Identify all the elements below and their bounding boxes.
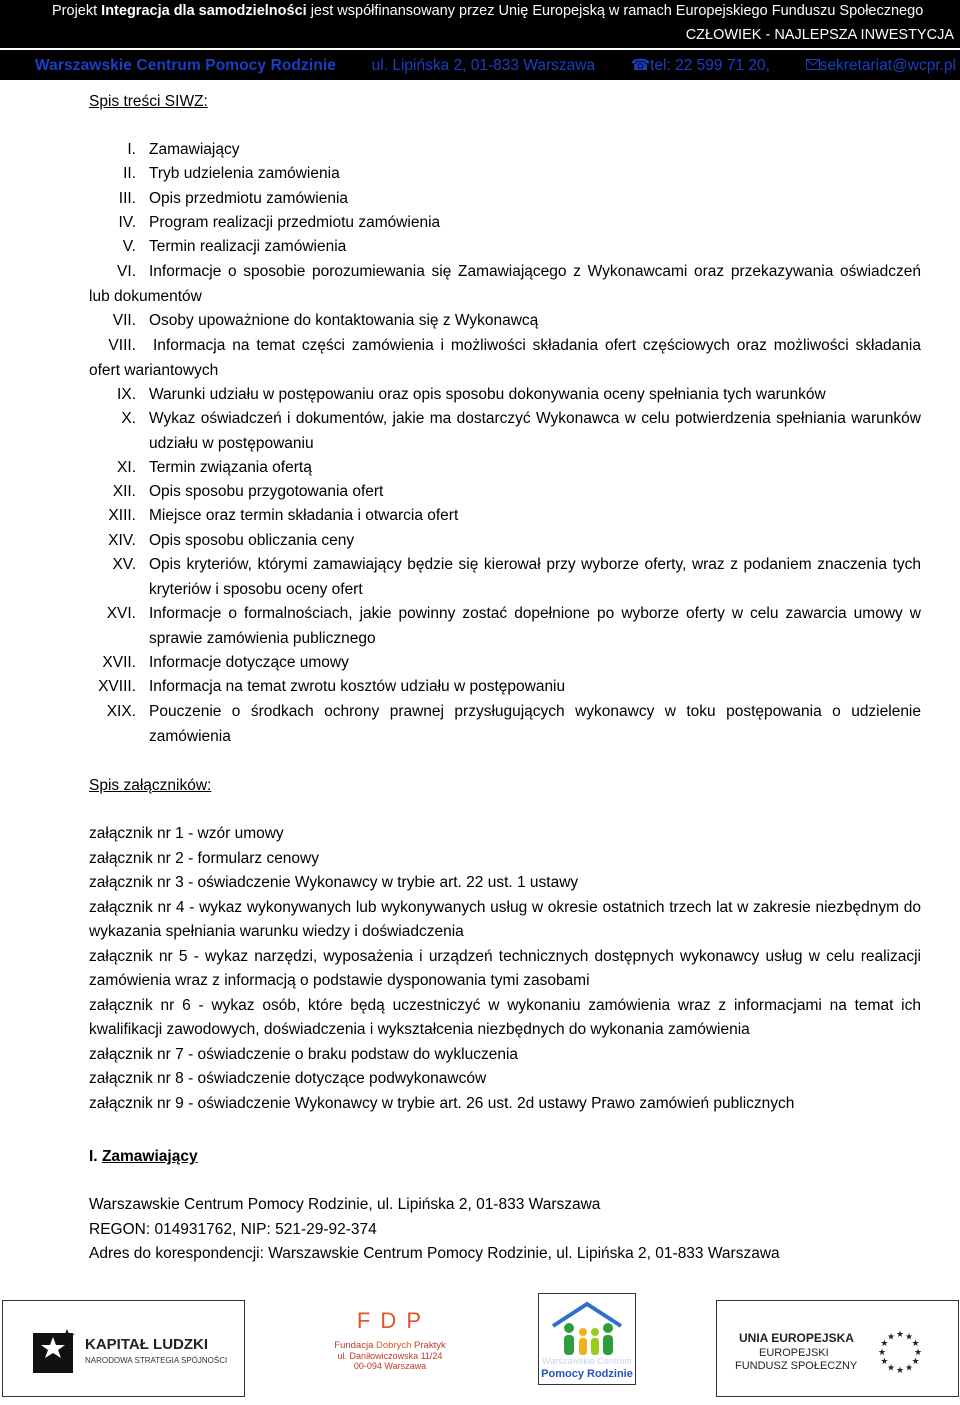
kapital-ludzki-emblem [31,1327,77,1375]
toc-item-number: XII. [112,483,136,500]
toc-title: Spis treści SIWZ: [89,93,208,110]
toc-item-number: XIV. [108,532,136,549]
eu-line3: FUNDUSZ SPOŁECZNY [735,1360,858,1372]
phone-icon: ☎ [630,57,651,74]
toc-item-text: Miejsce oraz termin składania i otwarcia ofert [149,507,459,524]
orderer-ids: REGON: 014931762, NIP: 521-29-92-374 [89,1220,377,1238]
toc-item-text: Opis przedmiotu zamówienia [149,190,349,207]
eu-star: ★ [895,1365,905,1375]
project-name: Integracja dla samodzielności [101,3,307,19]
attachment-item: załącznik nr 4 - wykaz wykonywanych lub wykonywanych usług w okresie ostatnich trzech lat w zakresie niezbędnym do wykazania spełniania warunku wiedzy i doświadczenia [89,898,921,940]
toc-item-text: Opis sposobu przygotowania ofert [149,483,384,500]
toc-item-text: Informacja na temat części zamówienia i możliwości składania ofert częściowych oraz możliwości składania ofert wariantowych [89,337,921,379]
kl-title: KAPITAŁ LUDZKI [85,1336,209,1353]
eu-star: ★ [904,1331,914,1342]
section-body [89,1193,921,1267]
wcpr-line2: Pomocy Rodzinie [541,1368,633,1380]
attachment-item: załącznik nr 5 - wykaz narzędzi, wyposażenia i urządzeń technicznych dostępnych wykonawcy usług w celu realizacji zamówienia wraz z informacją o podstawie dysponowania tymi zasobami [89,947,921,989]
toc-item-text: Pouczenie o środkach ochrony prawnej przysługujących wykonawcy w toku postępowania o udzielenie zamówienia [149,703,921,745]
eu-star: ★ [886,1331,896,1342]
phone-text: tel: 22 599 71 20, [650,57,770,74]
mail-icon [806,57,820,75]
family-house-icon [547,1298,627,1358]
toc-item-text: Informacje o sposobie porozumiewania się Zamawiającego z Wykonawcami oraz przekazywania oświadczeń lub dokumentów [89,263,921,305]
org-address: ul. Lipińska 2, 01-833 Warszawa [371,56,596,74]
section-number: I. [89,1148,98,1165]
toc-item-number: I. [127,141,136,158]
attachment-item: załącznik nr 1 - wzór umowy [89,825,284,842]
project-funding-text: jest współfinansowany przez Unię Europejską w ramach Europejskiego Funduszu Społecznego [306,3,924,19]
attachments-list [89,822,921,1116]
fdp-city: 00-094 Warszawa [353,1361,427,1371]
toc-item-text: Opis sposobu obliczania ceny [149,532,355,549]
toc-item-text: Zamawiający [149,141,240,158]
toc-item-number: XV. [112,556,136,573]
toc-item-number: IX. [117,386,136,403]
toc-item-text: Informacje o formalnościach, jakie powinny zostać dopełnione po wyborze oferty w celu zawarcia umowy w sprawie zamówienia publicznego [149,605,921,647]
toc-item-text: Osoby upoważnione do kontaktowania się z Wykonawcą [149,312,539,329]
toc-item-text: Informacja na temat zwrotu kosztów udziału w postępowaniu [149,678,566,695]
toc-item-number: III. [118,190,136,207]
toc-item-text: Program realizacji przedmiotu zamówienia [149,214,441,231]
toc-item-number: XIX. [106,703,136,720]
fdp-name-part: Dobrych [376,1340,412,1351]
section-heading [89,1145,921,1170]
attachment-item: załącznik nr 7 - oświadczenie o braku podstaw do wykluczenia [89,1045,519,1063]
fdp-name [330,1340,450,1351]
email-text: sekretariat@wcpr.pl [819,56,956,74]
toc-item-number: VI. [117,263,136,280]
project-prefix: Projekt [52,3,102,19]
fdp-name-part: Fundacja [334,1340,377,1351]
toc-item-number: XVII. [102,654,136,671]
wcpr-line1: Warszawskie Centrum [542,1356,632,1366]
eu-stars-icon [875,1327,925,1377]
org-phone [631,56,770,75]
orderer-address: Warszawskie Centrum Pomocy Rodzinie, ul. Lipińska 2, 01-833 Warszawa [89,1196,601,1213]
org-email[interactable] [806,57,956,75]
toc-item-number: XI. [117,459,136,476]
eu-star: ★ [911,1356,920,1366]
toc-item-number: IV. [118,214,136,231]
fdp-name-part: Praktyk [411,1340,446,1351]
fdp-letters: F D P [356,1308,424,1333]
toc-item-number: VIII. [108,337,136,354]
eu-star: ★ [880,1338,889,1348]
org-name: Warszawskie Centrum Pomocy Rodzinie [35,56,336,74]
eu-star: ★ [904,1362,914,1373]
attachment-item: załącznik nr 2 - formularz cenowy [89,849,319,867]
project-header [0,0,960,48]
toc-item-text: Termin związania ofertą [149,459,312,476]
toc-item-text: Termin realizacji zamówienia [149,238,347,255]
toc-item-text: Warunki udziału w postępowaniu oraz opis sposobu dokonywania oceny spełniania tych warunków [149,386,826,403]
toc-item-text: Informacje dotyczące umowy [149,654,349,671]
toc-item-number: VII. [112,312,136,329]
toc-item-number: XVI. [106,605,136,622]
attachments-title: Spis załączników: [89,777,212,794]
fdp-logo [330,1308,450,1388]
attachment-item: załącznik nr 8 - oświadczenie dotyczące podwykonawców [89,1070,487,1087]
kl-subtitle: NARODOWA STRATEGIA SPÓJNOŚCI [85,1356,228,1365]
toc-item-number: XVIII. [98,678,136,695]
attachment-item: załącznik nr 9 - oświadczenie Wykonawcy w trybie art. 26 ust. 2d ustawy Prawo zamówień publicznych [89,1094,795,1112]
wcpr-logo [538,1293,636,1385]
eu-star: ★ [895,1329,905,1339]
org-header [0,50,960,80]
toc-item-number: X. [121,410,136,427]
fdp-address: ul. Daniłowiczowska 11/24 [337,1351,443,1361]
correspondence-address: Adres do korespondencji: Warszawskie Centrum Pomocy Rodzinie, ul. Lipińska 2, 01-833 Warszawa [89,1245,780,1262]
attachment-item: załącznik nr 3 - oświadczenie Wykonawcy w trybie art. 22 ust. 1 ustawy [89,874,579,891]
toc-item-text: Tryb udzielenia zamówienia [149,165,340,182]
toc-item-number: V. [122,238,136,255]
section-title: Zamawiający [101,1148,198,1165]
eu-star: ★ [913,1347,923,1357]
eu-line2: EUROPEJSKI [759,1347,829,1359]
eu-efs-logo [716,1300,959,1397]
attachment-item: załącznik nr 6 - wykaz osób, które będą uczestniczyć w wykonaniu zamówienia wraz z informacjami na temat ich kwalifikacji zawodowych, doświadczenia i wykształcenia niezbędnych do wykonania zamówienia [89,996,921,1038]
eu-line1: UNIA EUROPEJSKA [739,1331,854,1345]
toc-item-number: II. [123,165,136,182]
toc-item-number: XIII. [108,507,136,524]
eu-star: ★ [911,1338,920,1348]
kapital-ludzki-logo [2,1300,245,1397]
eu-star: ★ [877,1347,887,1357]
eu-star: ★ [880,1356,889,1366]
project-info-line [52,3,923,19]
toc-item-text: Wykaz oświadczeń i dokumentów, jakie ma dostarczyć Wykonawca w celu potwierdzenia spełniania warunków udziału w postępowaniu [149,410,921,452]
eu-star: ★ [886,1362,896,1373]
toc-item-text: Opis kryteriów, którymi zamawiający będzie się kierował przy wyborze oferty, wraz z podaniem znaczenia tych kryteriów i sposobu oceny ofert [149,556,921,598]
slogan: CZŁOWIEK - NAJLEPSZA INWESTYCJA [685,27,954,43]
